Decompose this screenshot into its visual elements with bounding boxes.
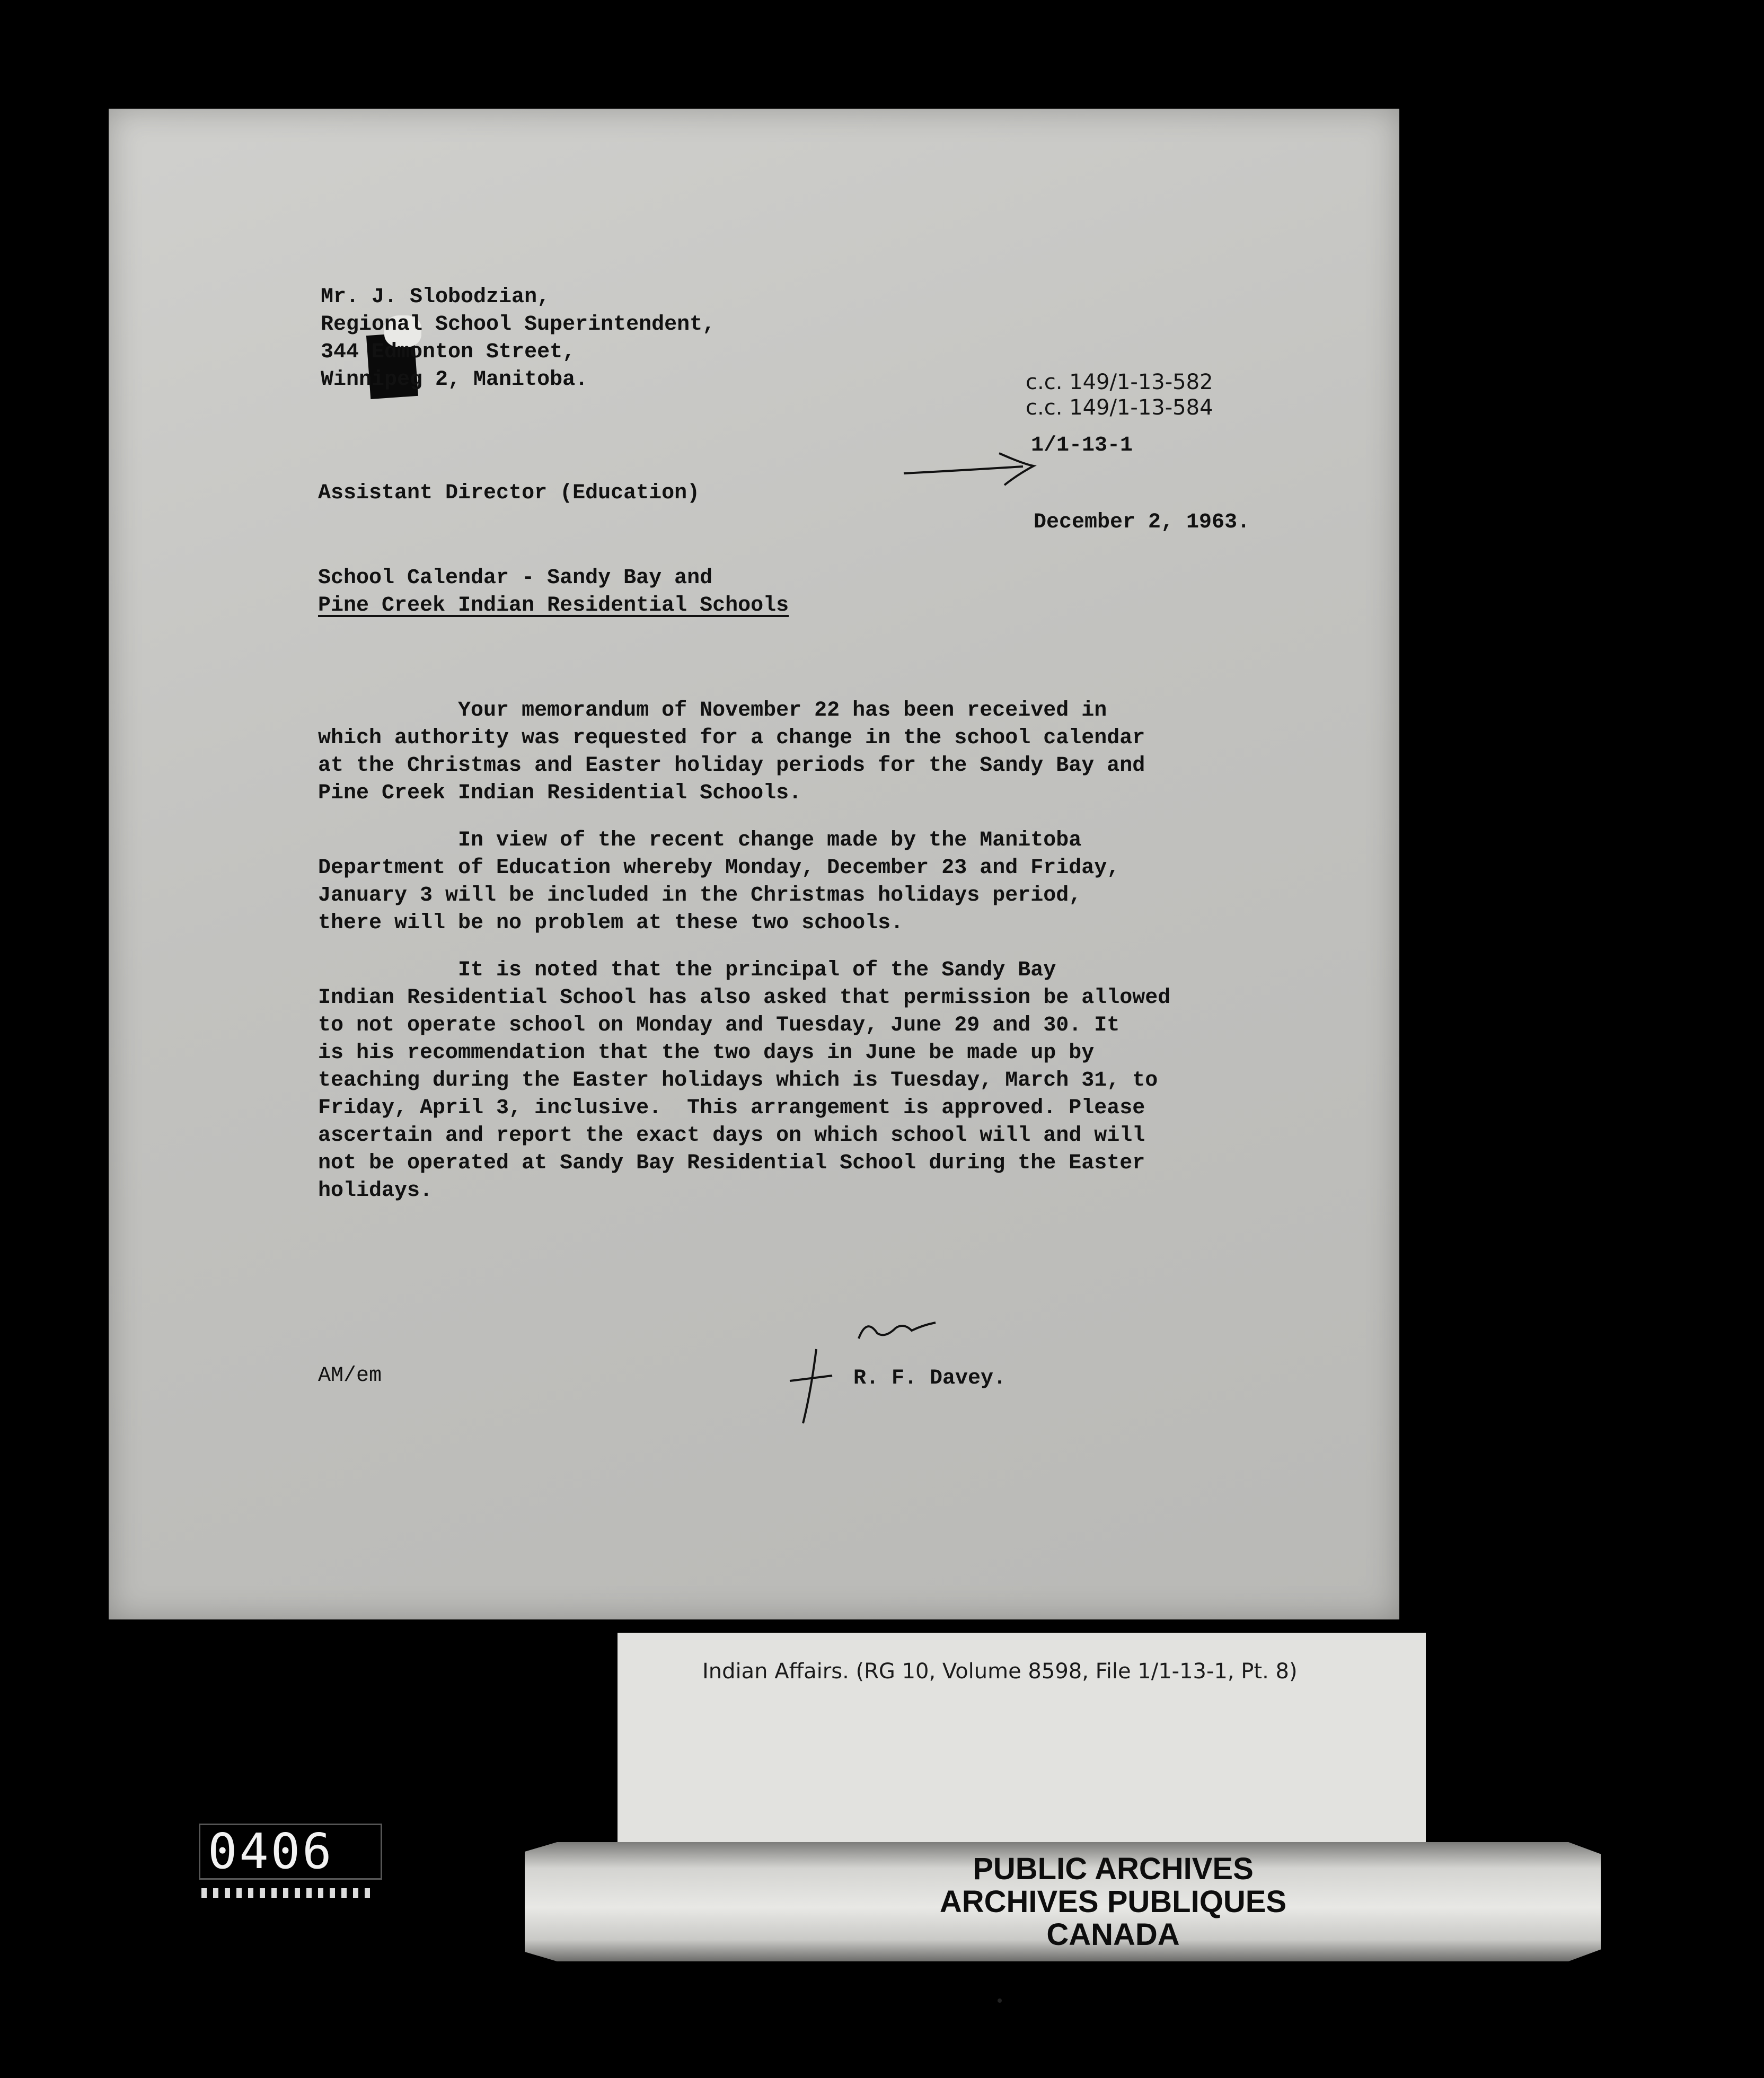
archive-stamp bbox=[875, 1853, 1352, 1951]
frame-number: 0406 bbox=[208, 1823, 334, 1880]
cc-reference-1: c.c. 149/1-13-582 bbox=[1026, 370, 1213, 394]
body-paragraph-3: It is noted that the principal of the Sandy Bay Indian Residential School has also asked that permission be allowed to not operate school on Monday and Tuesday, June 29 and 30. It is his recommendation that the two days in June be made up by teaching during the Easter holidays which is Tuesday, March 31, to Friday, April 3, inclusive. This arrangement is approved. Please ascertain and report the exact days on which school will and will not be operated at Sandy Bay Residential School during the Easter holidays. bbox=[318, 958, 1171, 1203]
file-reference: 1/1-13-1 bbox=[1031, 434, 1133, 457]
addressee-line-3: 344 Edmonton Street, bbox=[321, 340, 576, 364]
film-speck bbox=[998, 1998, 1002, 2003]
body-paragraph-1: Your memorandum of November 22 has been received in which authority was requested for a change in the school calendar at the Christmas and Easter holiday periods for the Sandy Bay and Pine Creek Indian Residential Schools. bbox=[318, 699, 1145, 805]
addressee-line-1: Mr. J. Slobodzian, bbox=[321, 285, 550, 309]
body-paragraph-2: In view of the recent change made by the Manitoba Department of Education whereby Monday, December 23 and Friday, January 3 will be included in the Christmas holidays period, there will be no problem at these two schools. bbox=[318, 829, 1120, 935]
archive-stamp-line-1: PUBLIC ARCHIVES bbox=[973, 1852, 1254, 1886]
cc-reference-2: c.c. 149/1-13-584 bbox=[1026, 395, 1213, 420]
signatory-name: R. F. Davey. bbox=[853, 1367, 1007, 1390]
typist-initials: AM/em bbox=[318, 1364, 382, 1388]
archive-stamp-line-2: ARCHIVES PUBLIQUES bbox=[939, 1885, 1287, 1919]
sender-title: Assistant Director (Education) bbox=[318, 481, 700, 505]
addressee-line-4: Winnipeg 2, Manitoba. bbox=[321, 368, 588, 392]
subject-line-1: School Calendar - Sandy Bay and bbox=[318, 566, 713, 590]
microfilm-frame-counter bbox=[199, 1824, 382, 1880]
letter-date: December 2, 1963. bbox=[1034, 510, 1250, 534]
frame-counter-ticks bbox=[201, 1888, 376, 1898]
letter-page bbox=[109, 109, 1399, 1619]
addressee-line-2: Regional School Superintendent, bbox=[321, 313, 716, 337]
archive-citation: Indian Affairs. (RG 10, Volume 8598, File 1/1-13-1, Pt. 8) bbox=[702, 1659, 1298, 1684]
subject-line-2: Pine Creek Indian Residential Schools bbox=[318, 594, 789, 618]
archive-stamp-line-3: CANADA bbox=[1046, 1917, 1180, 1952]
